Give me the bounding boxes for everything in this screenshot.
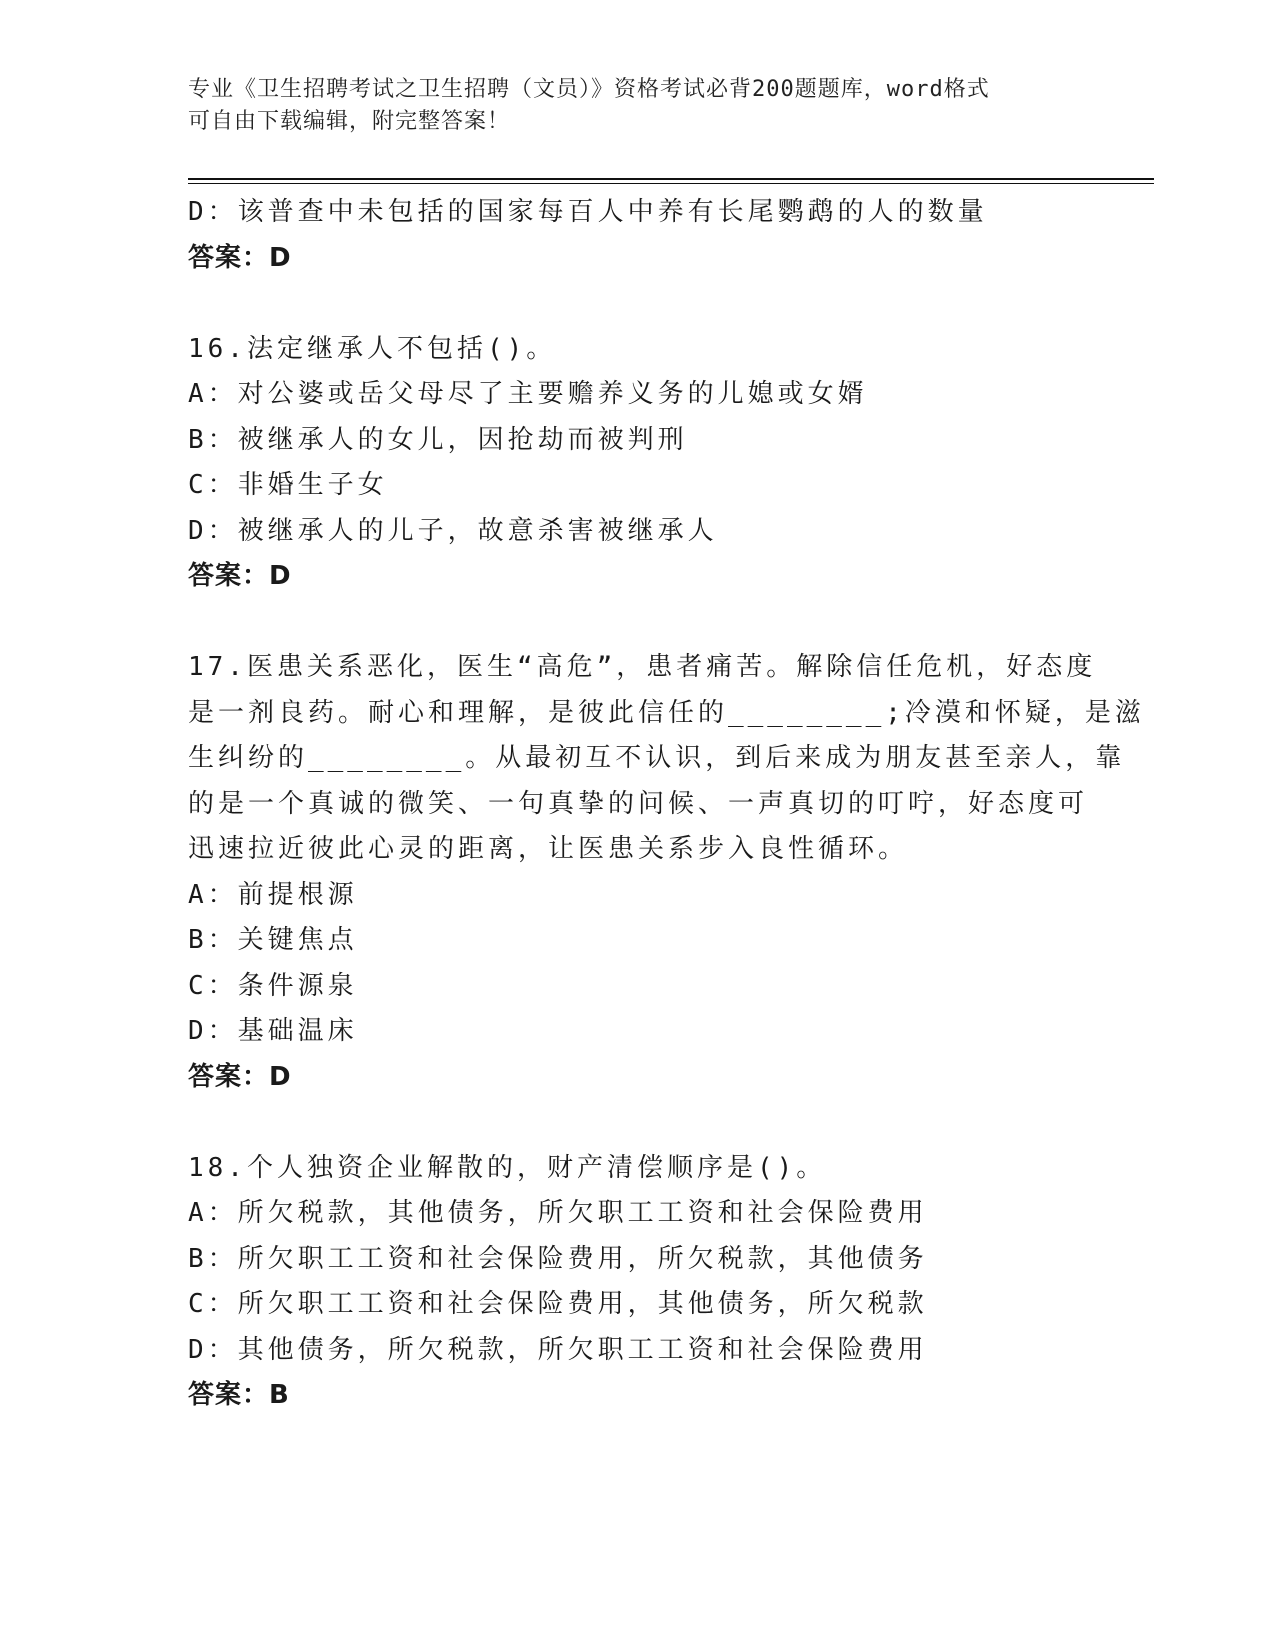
option-d: D：被继承人的儿子，故意杀害被继承人 — [188, 515, 718, 546]
spacer — [188, 281, 1088, 327]
option-d: D：其他债务，所欠税款，所欠职工工资和社会保险费用 — [188, 1334, 928, 1365]
question-17 — [188, 645, 1145, 1100]
spacer — [188, 1100, 1088, 1146]
question-stem: 18.个人独资企业解散的，财产清偿顺序是()。 — [188, 1152, 827, 1183]
option-b: B：关键焦点 — [188, 925, 358, 955]
question-stem-line-5: 迅速拉近彼此心灵的距离，让医患关系步入良性循环。 — [188, 834, 909, 864]
option-c: C：所欠职工工资和社会保险费用，其他债务，所欠税款 — [188, 1289, 928, 1319]
prev-answer: 答案：D — [188, 242, 292, 273]
option-c: C：条件源泉 — [188, 970, 358, 1001]
header-line-1: 专业《卫生招聘考试之卫生招聘（文员）》资格考试必背200题题库，word格式 — [188, 77, 990, 102]
answer: 答案：D — [188, 561, 292, 591]
question-stem-line-3: 生纠纷的________。从最初互不认识，到后来成为朋友甚至亲人，靠 — [188, 743, 1126, 773]
question-stem-line-1: 17.医患关系恶化，医生“高危”，患者痛苦。解除信任危机，好态度 — [188, 652, 1097, 682]
option-a: A：对公婆或岳父母尽了主要赡养义务的儿媳或女婿 — [188, 379, 868, 409]
header-divider-thick — [188, 178, 1154, 180]
option-a: A：前提根源 — [188, 879, 358, 910]
header-line-2: 可自由下载编辑，附完整答案！ — [188, 109, 511, 134]
option-b: B：被继承人的女儿，因抢劫而被判刑 — [188, 424, 688, 455]
answer: 答案：D — [188, 1061, 292, 1092]
question-16 — [188, 327, 1088, 600]
question-18 — [188, 1146, 1088, 1419]
option-c: C：非婚生子女 — [188, 470, 388, 500]
option-b: B：所欠职工工资和社会保险费用，所欠税款，其他债务 — [188, 1243, 928, 1274]
spacer — [188, 600, 1088, 646]
prev-option-d: D：该普查中未包括的国家每百人中养有长尾鹦鹉的人的数量 — [188, 197, 988, 227]
question-stem-line-4: 的是一个真诚的微笑、一句真挚的问候、一声真切的叮咛，好态度可 — [188, 788, 1089, 819]
option-a: A：所欠税款，其他债务，所欠职工工资和社会保险费用 — [188, 1198, 928, 1228]
question-content — [188, 190, 1145, 1419]
header-divider-thin — [188, 183, 1154, 184]
document-header — [188, 74, 1068, 138]
answer: 答案：B — [188, 1380, 290, 1410]
question-stem: 16.法定继承人不包括()。 — [188, 333, 557, 364]
question-stem-line-2: 是一剂良药。耐心和理解，是彼此信任的________;冷漠和怀疑，是滋 — [188, 697, 1145, 728]
option-d: D：基础温床 — [188, 1016, 358, 1046]
